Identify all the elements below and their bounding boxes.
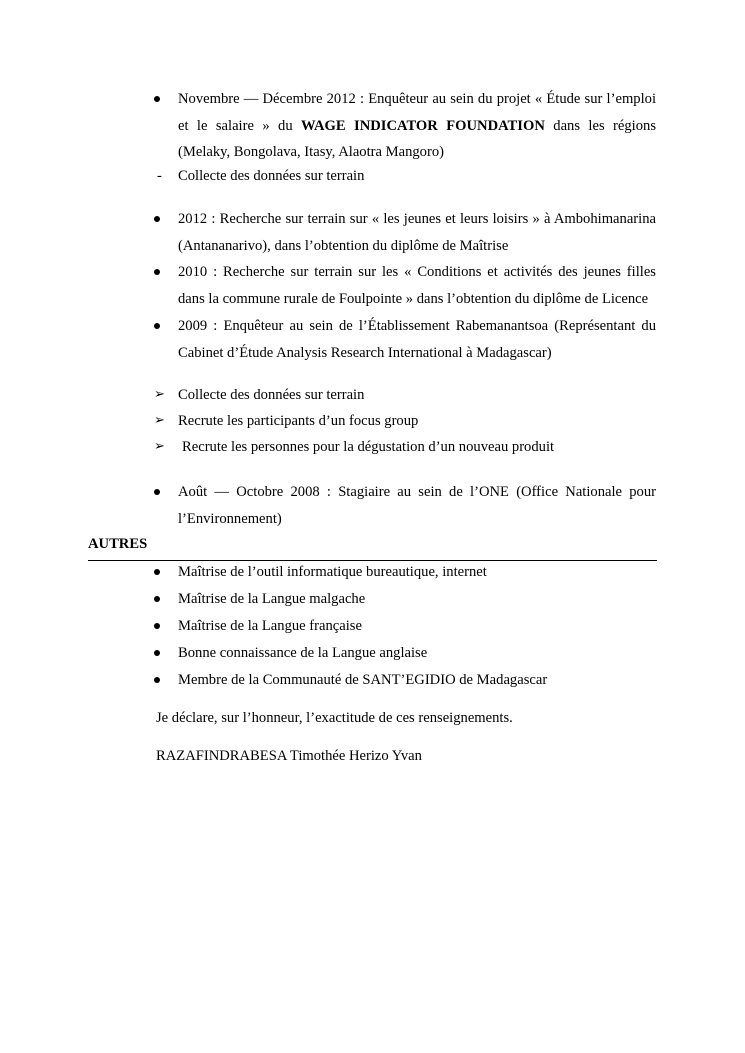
skill-item: Maîtrise de la Langue malgache bbox=[178, 591, 366, 607]
dash-marker: - bbox=[157, 168, 162, 184]
bullet-icon bbox=[154, 586, 172, 613]
arrow-bullet-icon: ➢ bbox=[154, 413, 165, 428]
bullet-icon bbox=[154, 313, 172, 340]
arrow-bullet-icon: ➢ bbox=[154, 387, 165, 402]
bullet-icon bbox=[154, 559, 172, 586]
bullet-icon bbox=[154, 640, 172, 667]
bullet-icon bbox=[154, 667, 172, 694]
skill-item: Maîtrise de la Langue française bbox=[178, 618, 362, 634]
declaration-text: Je déclare, sur l’honneur, l’exactitude de ces renseignements. bbox=[156, 710, 513, 726]
experience-item-2010-research: 2010 : Recherche sur terrain sur les « Conditions et activités des jeunes filles dans la commune rurale de Foulpointe » dans l’obtention du diplôme de Licence bbox=[178, 264, 656, 307]
experience-item-2008-internship: Août — Octobre 2008 : Stagiaire au sein de l’ONE (Office Nationale pour l’Environnement) bbox=[178, 484, 656, 527]
task-item: Collecte des données sur terrain bbox=[178, 168, 365, 184]
organization-name: WAGE INDICATOR FOUNDATION bbox=[301, 117, 545, 134]
experience-item-2012-research: 2012 : Recherche sur terrain sur « les jeunes et leurs loisirs » à Ambohimanarina (Antananarivo), dans l’obtention du diplôme de Maîtrise bbox=[178, 211, 656, 254]
bullet-icon bbox=[154, 206, 172, 233]
skill-item: Bonne connaissance de la Langue anglaise bbox=[178, 645, 428, 661]
experience-item-2012-wage bbox=[178, 86, 656, 166]
experience-item-text: Novembre — Décembre 2012 : Enquêteur au sein du projet « Étude sur l’emploi et le salaire » du bbox=[178, 91, 656, 134]
skill-item: Membre de la Communauté de SANT’EGIDIO de Madagascar bbox=[178, 672, 548, 688]
arrow-bullet-icon: ➢ bbox=[154, 439, 165, 454]
bullet-icon bbox=[154, 479, 172, 506]
section-heading-autres: AUTRES bbox=[88, 536, 148, 552]
task-item: Recrute les personnes pour la dégustation d’un nouveau produit bbox=[182, 439, 555, 455]
signature-name: RAZAFINDRABESA Timothée Herizo Yvan bbox=[156, 748, 422, 764]
experience-item-2009-surveyor: 2009 : Enquêteur au sein de l’Établissement Rabemanantsoa (Représentant du Cabinet d’Étude Analysis Research International à Madagascar) bbox=[178, 318, 656, 361]
bullet-icon bbox=[154, 613, 172, 640]
task-item: Recrute les participants d’un focus group bbox=[178, 413, 419, 429]
task-item: Collecte des données sur terrain bbox=[178, 387, 365, 403]
bullet-icon bbox=[154, 86, 172, 113]
skill-item: Maîtrise de l’outil informatique bureautique, internet bbox=[178, 564, 487, 580]
experience-item-text: dans les régions (Melaky, Bongolava, Itasy, Alaotra Mangoro) bbox=[178, 117, 656, 160]
bullet-icon bbox=[154, 259, 172, 286]
